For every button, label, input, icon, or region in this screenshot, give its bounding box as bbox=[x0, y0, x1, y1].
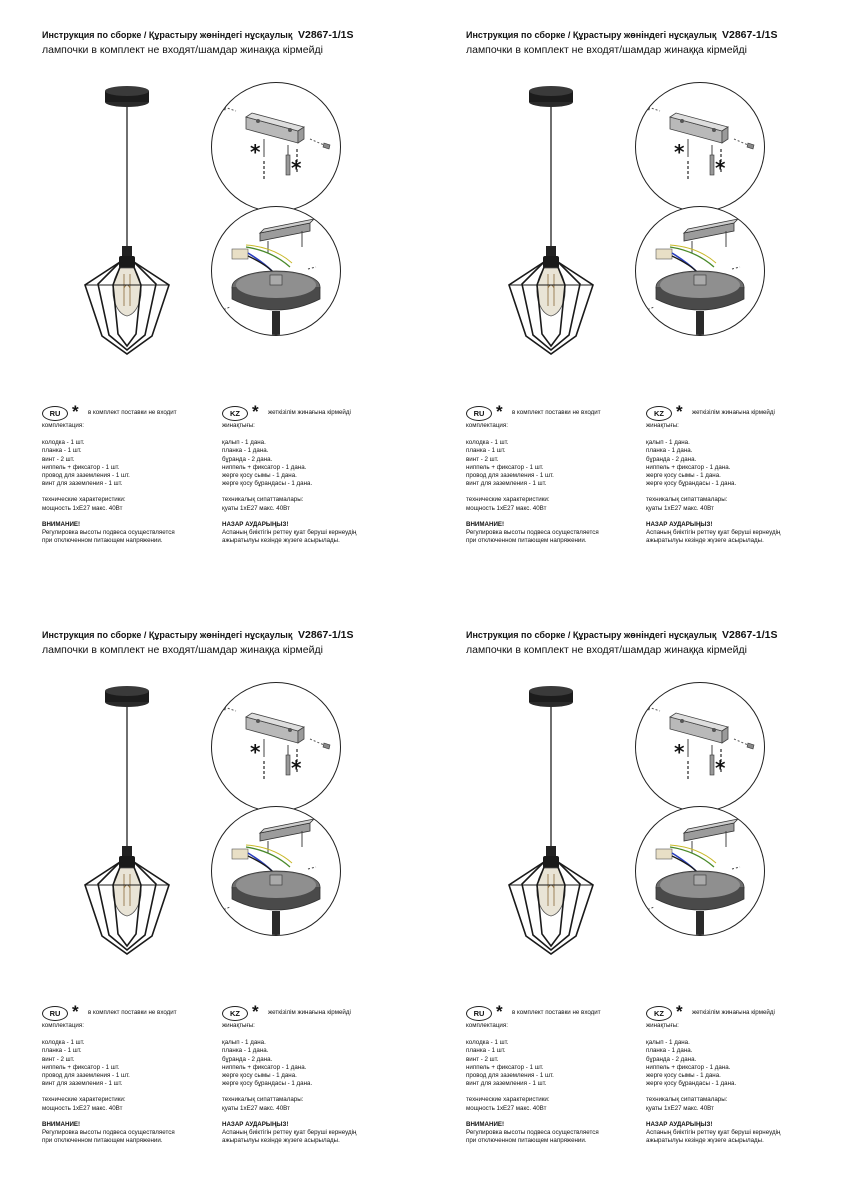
warning-line: Аспаның биіктігін реттеу қуат беруші кернеудің bbox=[222, 1129, 357, 1137]
canopy-diagram bbox=[636, 207, 764, 335]
asterisk-icon: * bbox=[252, 1002, 259, 1021]
mounting-bracket-detail bbox=[211, 682, 341, 812]
kazakh-text-column bbox=[646, 1004, 826, 1145]
ru-flag-badge: RU bbox=[42, 1006, 68, 1021]
spec-value: қуаты 1хЕ27 макс. 40Вт bbox=[222, 1104, 290, 1112]
kit-item: жерге қосу бұрандасы - 1 дана. bbox=[222, 1080, 313, 1088]
kit-item: винт для заземления - 1 шт. bbox=[466, 1080, 547, 1088]
kit-item: планка - 1 шт. bbox=[42, 1047, 82, 1055]
pendant-lamp-drawing bbox=[80, 678, 190, 978]
canopy-wiring-detail bbox=[211, 206, 341, 336]
model-number: V2867-1/1S bbox=[722, 29, 778, 41]
kit-title: комплектация: bbox=[466, 422, 508, 429]
kazakh-text-column bbox=[222, 1004, 402, 1145]
warning-title: ВНИМАНИЕ! bbox=[466, 1120, 505, 1128]
kit-item: планка - 1 дана. bbox=[646, 447, 693, 455]
canopy-diagram bbox=[212, 207, 340, 335]
spec-value: қуаты 1хЕ27 макс. 40Вт bbox=[646, 1104, 714, 1112]
not-included-legend: в комплект поставки не входит bbox=[512, 1009, 601, 1016]
kit-item: колодка - 1 шт. bbox=[42, 1039, 85, 1047]
kit-item: бұранда - 2 дана. bbox=[222, 455, 273, 463]
kit-item: жерге қосу сымы - 1 дана. bbox=[222, 472, 297, 480]
warning-line: Регулировка высоты подвеса осуществляется bbox=[42, 529, 175, 537]
spec-title: технические характеристики: bbox=[42, 496, 126, 504]
kit-item: колодка - 1 шт. bbox=[466, 1039, 509, 1047]
kazakh-text-column bbox=[222, 404, 402, 545]
warning-line: Регулировка высоты подвеса осуществляется bbox=[466, 529, 599, 537]
kit-item: планка - 1 шт. bbox=[466, 1047, 506, 1055]
asterisk-icon: * bbox=[72, 1002, 79, 1021]
warning-line: Аспаның биіктігін реттеу қуат беруші кернеудің bbox=[222, 529, 357, 537]
pendant-lamp-illustration bbox=[504, 678, 614, 978]
not-included-mark: * bbox=[291, 156, 302, 180]
kit-title: жинақтығы: bbox=[222, 422, 255, 429]
canopy-diagram bbox=[636, 807, 764, 935]
kit-item: жерге қосу сымы - 1 дана. bbox=[222, 1072, 297, 1080]
kit-item: провод для заземления - 1 шт. bbox=[466, 1072, 554, 1080]
kit-item: жерге қосу бұрандасы - 1 дана. bbox=[222, 480, 313, 488]
kit-item: бұранда - 2 дана. bbox=[222, 1055, 273, 1063]
instruction-quadrant bbox=[424, 600, 848, 1200]
spec-title: технические характеристики: bbox=[42, 1096, 126, 1104]
model-number: V2867-1/1S bbox=[298, 629, 354, 641]
model-number: V2867-1/1S bbox=[722, 629, 778, 641]
pendant-lamp-drawing bbox=[80, 78, 190, 378]
kit-title: жинақтығы: bbox=[646, 422, 679, 429]
ru-flag-badge: RU bbox=[466, 1006, 492, 1021]
asterisk-icon: * bbox=[676, 402, 683, 421]
kit-item: жерге қосу сымы - 1 дана. bbox=[646, 472, 721, 480]
warning-title: НАЗАР АУДАРЫҢЫЗ! bbox=[222, 520, 289, 528]
kit-item: винт - 2 шт. bbox=[466, 1055, 499, 1063]
kit-item: планка - 1 дана. bbox=[222, 1047, 269, 1055]
instruction-title: Инструкция по сборке / Құрастыру жөніндегі нұсқаулық bbox=[466, 630, 717, 640]
not-included-legend: жеткізілім жинағына кірмейді bbox=[692, 409, 775, 416]
kit-item: планка - 1 шт. bbox=[42, 447, 82, 455]
mounting-bracket-detail bbox=[211, 82, 341, 212]
kz-flag-badge: KZ bbox=[646, 406, 672, 421]
warning-title: НАЗАР АУДАРЫҢЫЗ! bbox=[646, 1120, 713, 1128]
asterisk-icon: * bbox=[496, 1002, 503, 1021]
warning-line: при отключенном питающем напряжении. bbox=[466, 537, 587, 545]
kz-flag-badge: KZ bbox=[222, 1006, 248, 1021]
warning-title: ВНИМАНИЕ! bbox=[42, 520, 81, 528]
kit-item: провод для заземления - 1 шт. bbox=[42, 1072, 130, 1080]
kit-item: винт - 2 шт. bbox=[42, 455, 75, 463]
russian-text-column bbox=[466, 404, 646, 545]
kit-item: қалып - 1 дана. bbox=[646, 439, 690, 447]
mounting-bracket-detail bbox=[635, 82, 765, 212]
bracket-diagram bbox=[636, 683, 764, 811]
kit-item: винт для заземления - 1 шт. bbox=[466, 480, 547, 488]
kit-item: қалып - 1 дана. bbox=[646, 1039, 690, 1047]
kit-item: винт для заземления - 1 шт. bbox=[42, 1080, 123, 1088]
asterisk-icon: * bbox=[72, 402, 79, 421]
warning-line: Регулировка высоты подвеса осуществляется bbox=[42, 1129, 175, 1137]
warning-line: ажыратылуы кезінде жүзеге асырылады. bbox=[222, 537, 340, 545]
warning-line: при отключенном питающем напряжении. bbox=[42, 537, 163, 545]
warning-line: Аспаның биіктігін реттеу қуат беруші кернеудің bbox=[646, 529, 781, 537]
kit-item: жерге қосу бұрандасы - 1 дана. bbox=[646, 1080, 737, 1088]
model-number: V2867-1/1S bbox=[298, 29, 354, 41]
spec-value: мощность 1хЕ27 макс. 40Вт bbox=[466, 1104, 547, 1112]
kit-item: қалып - 1 дана. bbox=[222, 1039, 266, 1047]
warning-title: ВНИМАНИЕ! bbox=[42, 1120, 81, 1128]
not-included-legend: в комплект поставки не входит bbox=[512, 409, 601, 416]
not-included-legend: в комплект поставки не входит bbox=[88, 409, 177, 416]
not-included-legend: в комплект поставки не входит bbox=[88, 1009, 177, 1016]
bulbs-not-included-note: лампочки в комплект не входят/шамдар жинаққа кірмейді bbox=[466, 44, 747, 56]
bulbs-not-included-note: лампочки в комплект не входят/шамдар жинаққа кірмейді bbox=[42, 644, 323, 656]
canopy-wiring-detail bbox=[635, 806, 765, 936]
not-included-legend: жеткізілім жинағына кірмейді bbox=[692, 1009, 775, 1016]
ru-flag-badge: RU bbox=[466, 406, 492, 421]
pendant-lamp-illustration bbox=[80, 678, 190, 978]
warning-line: ажыратылуы кезінде жүзеге асырылады. bbox=[646, 537, 764, 545]
kit-item: планка - 1 шт. bbox=[466, 447, 506, 455]
kit-item: колодка - 1 шт. bbox=[466, 439, 509, 447]
kit-item: ниппель + фиксатор - 1 шт. bbox=[466, 1063, 544, 1071]
instruction-title: Инструкция по сборке / Құрастыру жөніндегі нұсқаулық bbox=[42, 630, 293, 640]
kit-item: ниппель + фиксатор - 1 дана. bbox=[222, 1063, 307, 1071]
warning-title: ВНИМАНИЕ! bbox=[466, 520, 505, 528]
kit-item: қалып - 1 дана. bbox=[222, 439, 266, 447]
kit-item: ниппель + фиксатор - 1 дана. bbox=[646, 463, 731, 471]
bracket-diagram bbox=[636, 83, 764, 211]
kit-item: провод для заземления - 1 шт. bbox=[42, 472, 130, 480]
spec-title: техникалық сипаттамалары: bbox=[222, 496, 304, 504]
warning-line: ажыратылуы кезінде жүзеге асырылады. bbox=[222, 1137, 340, 1145]
kit-item: планка - 1 дана. bbox=[222, 447, 269, 455]
instruction-quadrant bbox=[0, 600, 424, 1200]
not-included-mark: * bbox=[674, 140, 685, 164]
kit-item: ниппель + фиксатор - 1 дана. bbox=[646, 1063, 731, 1071]
header bbox=[42, 30, 372, 42]
canopy-wiring-detail bbox=[211, 806, 341, 936]
header bbox=[42, 630, 372, 642]
asterisk-icon: * bbox=[496, 402, 503, 421]
header bbox=[466, 30, 796, 42]
kit-item: ниппель + фиксатор - 1 шт. bbox=[466, 463, 544, 471]
warning-line: при отключенном питающем напряжении. bbox=[466, 1137, 587, 1145]
pendant-lamp-drawing bbox=[504, 678, 614, 978]
not-included-mark: * bbox=[715, 156, 726, 180]
kit-item: жерге қосу сымы - 1 дана. bbox=[646, 1072, 721, 1080]
kz-flag-badge: KZ bbox=[222, 406, 248, 421]
pendant-lamp-drawing bbox=[504, 78, 614, 378]
bulbs-not-included-note: лампочки в комплект не входят/шамдар жинаққа кірмейді bbox=[42, 44, 323, 56]
kz-flag-badge: KZ bbox=[646, 1006, 672, 1021]
russian-text-column bbox=[42, 1004, 222, 1145]
asterisk-icon: * bbox=[252, 402, 259, 421]
spec-title: техникалық сипаттамалары: bbox=[646, 1096, 728, 1104]
spec-title: техникалық сипаттамалары: bbox=[646, 496, 728, 504]
ru-flag-badge: RU bbox=[42, 406, 68, 421]
canopy-diagram bbox=[212, 807, 340, 935]
bracket-diagram bbox=[212, 683, 340, 811]
instruction-quadrant bbox=[0, 0, 424, 600]
not-included-legend: жеткізілім жинағына кірмейді bbox=[268, 409, 351, 416]
kit-title: жинақтығы: bbox=[646, 1022, 679, 1029]
warning-title: НАЗАР АУДАРЫҢЫЗ! bbox=[646, 520, 713, 528]
not-included-mark: * bbox=[291, 756, 302, 780]
warning-line: при отключенном питающем напряжении. bbox=[42, 1137, 163, 1145]
kit-title: комплектация: bbox=[42, 422, 84, 429]
spec-value: қуаты 1хЕ27 макс. 40Вт bbox=[222, 504, 290, 512]
instruction-quadrant bbox=[424, 0, 848, 600]
spec-value: мощность 1хЕ27 макс. 40Вт bbox=[42, 1104, 123, 1112]
spec-title: техникалық сипаттамалары: bbox=[222, 1096, 304, 1104]
kit-item: колодка - 1 шт. bbox=[42, 439, 85, 447]
kit-item: бұранда - 2 дана. bbox=[646, 455, 697, 463]
kit-item: планка - 1 дана. bbox=[646, 1047, 693, 1055]
kazakh-text-column bbox=[646, 404, 826, 545]
kit-item: ниппель + фиксатор - 1 шт. bbox=[42, 463, 120, 471]
canopy-wiring-detail bbox=[635, 206, 765, 336]
warning-title: НАЗАР АУДАРЫҢЫЗ! bbox=[222, 1120, 289, 1128]
spec-value: мощность 1хЕ27 макс. 40Вт bbox=[466, 504, 547, 512]
warning-line: ажыратылуы кезінде жүзеге асырылады. bbox=[646, 1137, 764, 1145]
header bbox=[466, 630, 796, 642]
warning-line: Аспаның биіктігін реттеу қуат беруші кернеудің bbox=[646, 1129, 781, 1137]
spec-value: мощность 1хЕ27 макс. 40Вт bbox=[42, 504, 123, 512]
spec-value: қуаты 1хЕ27 макс. 40Вт bbox=[646, 504, 714, 512]
instruction-title: Инструкция по сборке / Құрастыру жөніндегі нұсқаулық bbox=[42, 30, 293, 40]
asterisk-icon: * bbox=[676, 1002, 683, 1021]
not-included-mark: * bbox=[674, 740, 685, 764]
spec-title: технические характеристики: bbox=[466, 496, 550, 504]
spec-title: технические характеристики: bbox=[466, 1096, 550, 1104]
kit-item: винт - 2 шт. bbox=[42, 1055, 75, 1063]
kit-item: провод для заземления - 1 шт. bbox=[466, 472, 554, 480]
kit-title: комплектация: bbox=[42, 1022, 84, 1029]
warning-line: Регулировка высоты подвеса осуществляется bbox=[466, 1129, 599, 1137]
not-included-legend: жеткізілім жинағына кірмейді bbox=[268, 1009, 351, 1016]
pendant-lamp-illustration bbox=[504, 78, 614, 378]
kit-item: ниппель + фиксатор - 1 шт. bbox=[42, 1063, 120, 1071]
russian-text-column bbox=[466, 1004, 646, 1145]
mounting-bracket-detail bbox=[635, 682, 765, 812]
not-included-mark: * bbox=[250, 140, 261, 164]
kit-title: комплектация: bbox=[466, 1022, 508, 1029]
not-included-mark: * bbox=[715, 756, 726, 780]
bulbs-not-included-note: лампочки в комплект не входят/шамдар жинаққа кірмейді bbox=[466, 644, 747, 656]
kit-item: бұранда - 2 дана. bbox=[646, 1055, 697, 1063]
russian-text-column bbox=[42, 404, 222, 545]
not-included-mark: * bbox=[250, 740, 261, 764]
pendant-lamp-illustration bbox=[80, 78, 190, 378]
bracket-diagram bbox=[212, 83, 340, 211]
kit-item: винт - 2 шт. bbox=[466, 455, 499, 463]
kit-title: жинақтығы: bbox=[222, 1022, 255, 1029]
kit-item: ниппель + фиксатор - 1 дана. bbox=[222, 463, 307, 471]
kit-item: винт для заземления - 1 шт. bbox=[42, 480, 123, 488]
instruction-title: Инструкция по сборке / Құрастыру жөніндегі нұсқаулық bbox=[466, 30, 717, 40]
kit-item: жерге қосу бұрандасы - 1 дана. bbox=[646, 480, 737, 488]
